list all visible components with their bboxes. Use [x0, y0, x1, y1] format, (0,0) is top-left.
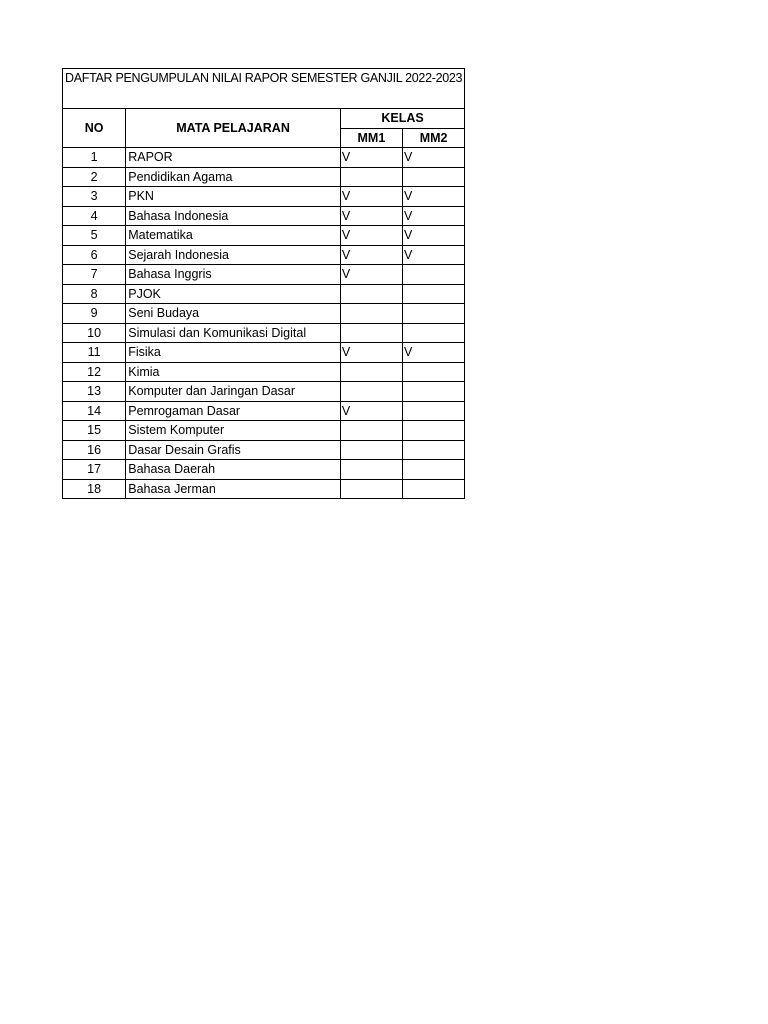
- row-number-cell: 8: [63, 284, 126, 304]
- row-number-cell: 11: [63, 343, 126, 363]
- mm2-check-cell: [403, 421, 465, 441]
- subject-cell: PKN: [126, 187, 341, 207]
- mm2-check-cell: [403, 304, 465, 324]
- mm2-check-cell: V: [403, 245, 465, 265]
- mm1-check-cell: [340, 323, 402, 343]
- table-row: [63, 323, 465, 343]
- mm1-check-cell: [340, 440, 402, 460]
- mm1-check-cell: [340, 362, 402, 382]
- subject-cell: Seni Budaya: [126, 304, 341, 324]
- mm2-check-cell: V: [403, 226, 465, 246]
- grade-collection-table: [62, 68, 465, 499]
- subject-cell: Fisika: [126, 343, 341, 363]
- table-row: [63, 343, 465, 363]
- subject-cell: Bahasa Indonesia: [126, 206, 341, 226]
- mm2-check-cell: V: [403, 148, 465, 168]
- row-number-cell: 2: [63, 167, 126, 187]
- table-row: [63, 148, 465, 168]
- row-number-cell: 7: [63, 265, 126, 285]
- table-row: [63, 265, 465, 285]
- mm1-check-cell: [340, 421, 402, 441]
- subject-cell: Matematika: [126, 226, 341, 246]
- mm1-check-cell: V: [340, 245, 402, 265]
- subject-cell: Simulasi dan Komunikasi Digital: [126, 323, 341, 343]
- table-body: [63, 148, 465, 499]
- row-number-cell: 12: [63, 362, 126, 382]
- mm2-check-cell: [403, 460, 465, 480]
- subject-cell: Bahasa Jerman: [126, 479, 341, 499]
- mm1-check-cell: [340, 479, 402, 499]
- subject-cell: Pemrogaman Dasar: [126, 401, 341, 421]
- mm1-check-cell: [340, 167, 402, 187]
- row-number-cell: 17: [63, 460, 126, 480]
- table-row: [63, 206, 465, 226]
- table-row: [63, 440, 465, 460]
- header-mm1: MM1: [340, 128, 402, 148]
- header-kelas: KELAS: [340, 109, 464, 129]
- mm2-check-cell: [403, 362, 465, 382]
- table-title: DAFTAR PENGUMPULAN NILAI RAPOR SEMESTER GANJIL 2022-2023: [63, 69, 465, 109]
- mm1-check-cell: V: [340, 206, 402, 226]
- mm2-check-cell: [403, 401, 465, 421]
- table-row: [63, 187, 465, 207]
- table-row: [63, 479, 465, 499]
- mm2-check-cell: V: [403, 187, 465, 207]
- mm2-check-cell: V: [403, 343, 465, 363]
- mm2-check-cell: [403, 440, 465, 460]
- row-number-cell: 6: [63, 245, 126, 265]
- mm2-check-cell: [403, 323, 465, 343]
- row-number-cell: 14: [63, 401, 126, 421]
- mm1-check-cell: V: [340, 343, 402, 363]
- table-row: [63, 401, 465, 421]
- table-row: [63, 382, 465, 402]
- row-number-cell: 13: [63, 382, 126, 402]
- mm2-check-cell: [403, 479, 465, 499]
- row-number-cell: 4: [63, 206, 126, 226]
- header-no: NO: [63, 109, 126, 148]
- mm2-check-cell: [403, 284, 465, 304]
- mm1-check-cell: V: [340, 265, 402, 285]
- table-row: [63, 245, 465, 265]
- row-number-cell: 15: [63, 421, 126, 441]
- subject-cell: Bahasa Inggris: [126, 265, 341, 285]
- table-row: [63, 284, 465, 304]
- mm1-check-cell: V: [340, 401, 402, 421]
- subject-cell: Bahasa Daerah: [126, 460, 341, 480]
- mm2-check-cell: [403, 382, 465, 402]
- row-number-cell: 1: [63, 148, 126, 168]
- mm1-check-cell: V: [340, 187, 402, 207]
- table-row: [63, 226, 465, 246]
- subject-cell: Dasar Desain Grafis: [126, 440, 341, 460]
- table-row: [63, 167, 465, 187]
- table-row: [63, 460, 465, 480]
- table-row: [63, 362, 465, 382]
- subject-cell: Sejarah Indonesia: [126, 245, 341, 265]
- mm1-check-cell: V: [340, 226, 402, 246]
- row-number-cell: 18: [63, 479, 126, 499]
- mm1-check-cell: [340, 284, 402, 304]
- mm1-check-cell: [340, 382, 402, 402]
- subject-cell: Pendidikan Agama: [126, 167, 341, 187]
- mm2-check-cell: V: [403, 206, 465, 226]
- mm2-check-cell: [403, 265, 465, 285]
- row-number-cell: 10: [63, 323, 126, 343]
- spreadsheet-page: [62, 68, 465, 499]
- table-row: [63, 421, 465, 441]
- subject-cell: PJOK: [126, 284, 341, 304]
- mm1-check-cell: [340, 460, 402, 480]
- subject-cell: Komputer dan Jaringan Dasar: [126, 382, 341, 402]
- mm1-check-cell: [340, 304, 402, 324]
- mm1-check-cell: V: [340, 148, 402, 168]
- subject-cell: Kimia: [126, 362, 341, 382]
- row-number-cell: 9: [63, 304, 126, 324]
- subject-cell: RAPOR: [126, 148, 341, 168]
- table-row: [63, 304, 465, 324]
- header-subject: MATA PELAJARAN: [126, 109, 341, 148]
- header-mm2: MM2: [403, 128, 465, 148]
- row-number-cell: 5: [63, 226, 126, 246]
- mm2-check-cell: [403, 167, 465, 187]
- subject-cell: Sistem Komputer: [126, 421, 341, 441]
- row-number-cell: 16: [63, 440, 126, 460]
- row-number-cell: 3: [63, 187, 126, 207]
